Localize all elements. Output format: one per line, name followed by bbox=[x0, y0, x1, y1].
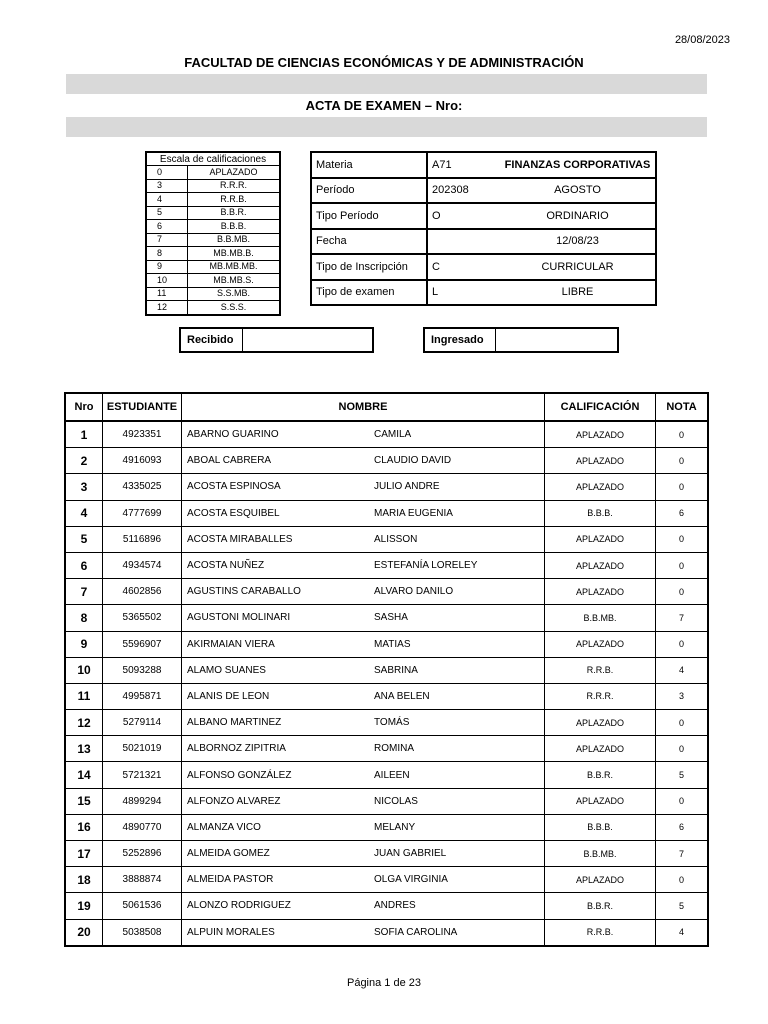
table-row bbox=[65, 788, 708, 814]
scale-label: MB.MB.S. bbox=[188, 274, 281, 288]
student-id: 4899294 bbox=[103, 788, 182, 814]
info-value: FINANZAS CORPORATIVAS bbox=[500, 152, 656, 178]
scale-code: 8 bbox=[146, 247, 188, 261]
scale-label: MB.MB.MB. bbox=[188, 260, 281, 274]
student-first-name: ESTEFANÍA LORELEY bbox=[374, 560, 478, 572]
student-name-wrap bbox=[182, 848, 544, 859]
student-calificacion: B.B.MB. bbox=[545, 841, 656, 867]
students-table bbox=[64, 392, 709, 947]
row-number: 8 bbox=[65, 605, 103, 631]
student-nota: 0 bbox=[656, 710, 709, 736]
scale-row bbox=[146, 287, 280, 301]
student-name bbox=[182, 736, 545, 762]
student-first-name: ANA BELEN bbox=[374, 690, 430, 702]
student-last-name: ALBANO MARTINEZ bbox=[187, 717, 282, 729]
table-row bbox=[65, 762, 708, 788]
student-calificacion: APLAZADO bbox=[545, 421, 656, 448]
student-id: 5279114 bbox=[103, 710, 182, 736]
student-id: 4777699 bbox=[103, 500, 182, 526]
row-number: 3 bbox=[65, 474, 103, 500]
student-id: 4995871 bbox=[103, 683, 182, 709]
info-value: AGOSTO bbox=[500, 178, 656, 204]
row-number: 4 bbox=[65, 500, 103, 526]
scale-row bbox=[146, 166, 280, 180]
scale-row bbox=[146, 179, 280, 193]
table-header-row bbox=[65, 393, 708, 421]
table-row bbox=[65, 421, 708, 448]
table-row bbox=[65, 710, 708, 736]
student-name bbox=[182, 788, 545, 814]
student-name-wrap bbox=[182, 927, 544, 938]
table-row bbox=[65, 605, 708, 631]
student-name bbox=[182, 631, 545, 657]
info-label: Período bbox=[311, 178, 427, 204]
student-name bbox=[182, 841, 545, 867]
student-calificacion: APLAZADO bbox=[545, 631, 656, 657]
row-number: 15 bbox=[65, 788, 103, 814]
student-name bbox=[182, 552, 545, 578]
scale-label: R.R.R. bbox=[188, 179, 281, 193]
page-number: Página 1 de 23 bbox=[346, 977, 421, 989]
row-number: 11 bbox=[65, 683, 103, 709]
student-calificacion: APLAZADO bbox=[545, 788, 656, 814]
student-id: 5596907 bbox=[103, 631, 182, 657]
student-calificacion: APLAZADO bbox=[545, 867, 656, 893]
student-id: 4890770 bbox=[103, 814, 182, 840]
student-last-name: ALMEIDA GOMEZ bbox=[187, 848, 270, 860]
student-nota: 0 bbox=[656, 526, 709, 552]
info-label: Tipo Período bbox=[311, 203, 427, 229]
student-nota: 0 bbox=[656, 579, 709, 605]
table-row bbox=[65, 867, 708, 893]
student-name-wrap bbox=[182, 796, 544, 807]
student-last-name: ABARNO GUARINO bbox=[187, 429, 279, 441]
info-label: Materia bbox=[311, 152, 427, 178]
student-id: 5721321 bbox=[103, 762, 182, 788]
student-name-wrap bbox=[182, 508, 544, 519]
student-last-name: ABOAL CABRERA bbox=[187, 455, 272, 467]
student-id: 5116896 bbox=[103, 526, 182, 552]
student-name-wrap bbox=[182, 455, 544, 466]
scale-code: 4 bbox=[146, 193, 188, 207]
info-row bbox=[311, 203, 656, 229]
scale-row bbox=[146, 193, 280, 207]
info-row bbox=[311, 254, 656, 280]
header-nombre: NOMBRE bbox=[182, 393, 545, 421]
student-last-name: ALPUIN MORALES bbox=[187, 926, 275, 938]
student-name bbox=[182, 657, 545, 683]
table-row bbox=[65, 552, 708, 578]
header-estudiante: ESTUDIANTE bbox=[103, 393, 182, 421]
student-name bbox=[182, 893, 545, 919]
table-row bbox=[65, 841, 708, 867]
student-nota: 0 bbox=[656, 421, 709, 448]
scale-row bbox=[146, 247, 280, 261]
table-row bbox=[65, 526, 708, 552]
student-id: 4934574 bbox=[103, 552, 182, 578]
student-name bbox=[182, 710, 545, 736]
row-number: 18 bbox=[65, 867, 103, 893]
scale-code: 6 bbox=[146, 220, 188, 234]
student-calificacion: B.B.MB. bbox=[545, 605, 656, 631]
table-row bbox=[65, 919, 708, 946]
student-first-name: SOFIA CAROLINA bbox=[374, 926, 458, 938]
student-id: 5252896 bbox=[103, 841, 182, 867]
student-first-name: AILEEN bbox=[374, 769, 410, 781]
student-last-name: ALFONSO GONZÁLEZ bbox=[187, 769, 292, 781]
student-last-name: ALBORNOZ ZIPITRIA bbox=[187, 743, 286, 755]
student-last-name: ACOSTA ESQUIBEL bbox=[187, 507, 280, 519]
student-nota: 0 bbox=[656, 867, 709, 893]
scale-row bbox=[146, 206, 280, 220]
table-row bbox=[65, 579, 708, 605]
student-name-wrap bbox=[182, 665, 544, 676]
student-first-name: SABRINA bbox=[374, 664, 418, 676]
info-value: CURRICULAR bbox=[500, 254, 656, 280]
student-nota: 7 bbox=[656, 605, 709, 631]
student-nota: 0 bbox=[656, 788, 709, 814]
student-name-wrap bbox=[182, 717, 544, 728]
table-row bbox=[65, 683, 708, 709]
student-name bbox=[182, 762, 545, 788]
grading-scale-table bbox=[145, 151, 281, 316]
info-code bbox=[427, 229, 500, 255]
student-calificacion: APLAZADO bbox=[545, 710, 656, 736]
table-row bbox=[65, 474, 708, 500]
student-name-wrap bbox=[182, 639, 544, 650]
student-id: 5061536 bbox=[103, 893, 182, 919]
header-nota: NOTA bbox=[656, 393, 709, 421]
student-nota: 0 bbox=[656, 448, 709, 474]
student-id: 4916093 bbox=[103, 448, 182, 474]
info-value: 12/08/23 bbox=[500, 229, 656, 255]
row-number: 6 bbox=[65, 552, 103, 578]
row-number: 12 bbox=[65, 710, 103, 736]
table-row bbox=[65, 657, 708, 683]
student-calificacion: B.B.R. bbox=[545, 893, 656, 919]
scale-label: B.B.MB. bbox=[188, 233, 281, 247]
info-code: C bbox=[427, 254, 500, 280]
student-calificacion: B.B.B. bbox=[545, 500, 656, 526]
scale-row bbox=[146, 301, 280, 315]
table-row bbox=[65, 814, 708, 840]
info-label: Tipo de Inscripción bbox=[311, 254, 427, 280]
table-row bbox=[65, 500, 708, 526]
header-nro: Nro bbox=[65, 393, 103, 421]
row-number: 16 bbox=[65, 814, 103, 840]
student-first-name: TOMÁS bbox=[374, 717, 410, 729]
scale-label: R.R.B. bbox=[188, 193, 281, 207]
student-last-name: AGUSTINS CARABALLO bbox=[187, 586, 301, 598]
student-calificacion: APLAZADO bbox=[545, 448, 656, 474]
scale-code: 12 bbox=[146, 301, 188, 315]
scale-row bbox=[146, 233, 280, 247]
student-nota: 0 bbox=[656, 736, 709, 762]
student-first-name: ALVARO DANILO bbox=[374, 586, 454, 598]
student-nota: 7 bbox=[656, 841, 709, 867]
student-first-name: CLAUDIO DAVID bbox=[374, 455, 452, 467]
info-value: ORDINARIO bbox=[500, 203, 656, 229]
student-name bbox=[182, 919, 545, 946]
student-name bbox=[182, 474, 545, 500]
student-name-wrap bbox=[182, 586, 544, 597]
student-last-name: ALMEIDA PASTOR bbox=[187, 874, 274, 886]
info-code: L bbox=[427, 280, 500, 306]
student-nota: 5 bbox=[656, 893, 709, 919]
student-name bbox=[182, 421, 545, 448]
info-label: Tipo de examen bbox=[311, 280, 427, 306]
row-number: 14 bbox=[65, 762, 103, 788]
student-name-wrap bbox=[182, 900, 544, 911]
info-row bbox=[311, 152, 656, 178]
student-id: 4923351 bbox=[103, 421, 182, 448]
student-last-name: ACOSTA NUÑEZ bbox=[187, 560, 265, 572]
student-calificacion: APLAZADO bbox=[545, 552, 656, 578]
student-last-name: ALFONZO ALVAREZ bbox=[187, 795, 281, 807]
scale-row bbox=[146, 274, 280, 288]
row-number: 17 bbox=[65, 841, 103, 867]
row-number: 13 bbox=[65, 736, 103, 762]
scale-code: 5 bbox=[146, 206, 188, 220]
scale-code: 9 bbox=[146, 260, 188, 274]
scale-code: 10 bbox=[146, 274, 188, 288]
row-number: 7 bbox=[65, 579, 103, 605]
student-name-wrap bbox=[182, 822, 544, 833]
student-calificacion: B.B.B. bbox=[545, 814, 656, 840]
student-last-name: ALONZO RODRIGUEZ bbox=[187, 900, 291, 912]
info-label: Fecha bbox=[311, 229, 427, 255]
student-nota: 6 bbox=[656, 814, 709, 840]
ingresado-label: Ingresado bbox=[425, 329, 496, 351]
student-first-name: ALISSON bbox=[374, 533, 418, 545]
scale-code: 3 bbox=[146, 179, 188, 193]
student-id: 4602856 bbox=[103, 579, 182, 605]
student-name-wrap bbox=[182, 770, 544, 781]
scale-label: S.S.S. bbox=[188, 301, 281, 315]
row-number: 5 bbox=[65, 526, 103, 552]
table-row bbox=[65, 631, 708, 657]
row-number: 1 bbox=[65, 421, 103, 448]
student-name-wrap bbox=[182, 743, 544, 754]
student-name bbox=[182, 526, 545, 552]
student-name bbox=[182, 605, 545, 631]
student-nota: 0 bbox=[656, 631, 709, 657]
student-first-name: JUAN GABRIEL bbox=[374, 848, 447, 860]
student-id: 5038508 bbox=[103, 919, 182, 946]
student-first-name: OLGA VIRGINIA bbox=[374, 874, 448, 886]
scale-code: 0 bbox=[146, 166, 188, 180]
student-first-name: CAMILA bbox=[374, 429, 412, 441]
scale-code: 7 bbox=[146, 233, 188, 247]
row-number: 2 bbox=[65, 448, 103, 474]
student-name bbox=[182, 500, 545, 526]
student-calificacion: R.R.R. bbox=[545, 683, 656, 709]
row-number: 19 bbox=[65, 893, 103, 919]
student-first-name: ROMINA bbox=[374, 743, 414, 755]
scale-row bbox=[146, 260, 280, 274]
student-calificacion: B.B.R. bbox=[545, 762, 656, 788]
grey-band-bottom bbox=[66, 117, 707, 137]
scale-code: 11 bbox=[146, 287, 188, 301]
student-name bbox=[182, 579, 545, 605]
table-row bbox=[65, 448, 708, 474]
student-name bbox=[182, 814, 545, 840]
student-calificacion: APLAZADO bbox=[545, 474, 656, 500]
student-last-name: AKIRMAIAN VIERA bbox=[187, 638, 275, 650]
header-calificacion: CALIFICACIÓN bbox=[545, 393, 656, 421]
student-first-name: NICOLAS bbox=[374, 795, 418, 807]
student-id: 4335025 bbox=[103, 474, 182, 500]
student-nota: 0 bbox=[656, 552, 709, 578]
student-last-name: ACOSTA ESPINOSA bbox=[187, 481, 281, 493]
grading-scale-title: Escala de calificaciones bbox=[146, 152, 280, 166]
info-code: O bbox=[427, 203, 500, 229]
info-row bbox=[311, 229, 656, 255]
student-calificacion: APLAZADO bbox=[545, 526, 656, 552]
student-first-name: MELANY bbox=[374, 821, 416, 833]
recibido-box bbox=[179, 327, 374, 353]
student-nota: 3 bbox=[656, 683, 709, 709]
exam-info-table bbox=[310, 151, 657, 306]
scale-label: APLAZADO bbox=[188, 166, 281, 180]
info-value: LIBRE bbox=[500, 280, 656, 306]
student-nota: 6 bbox=[656, 500, 709, 526]
student-last-name: AGUSTONI MOLINARI bbox=[187, 612, 291, 624]
student-calificacion: APLAZADO bbox=[545, 736, 656, 762]
student-name-wrap bbox=[182, 612, 544, 623]
student-calificacion: APLAZADO bbox=[545, 579, 656, 605]
scale-label: MB.MB.B. bbox=[188, 247, 281, 261]
scale-label: B.B.B. bbox=[188, 220, 281, 234]
row-number: 9 bbox=[65, 631, 103, 657]
student-nota: 5 bbox=[656, 762, 709, 788]
info-code: 202308 bbox=[427, 178, 500, 204]
student-first-name: MARIA EUGENIA bbox=[374, 507, 453, 519]
student-nota: 4 bbox=[656, 919, 709, 946]
student-name-wrap bbox=[182, 429, 544, 440]
student-name bbox=[182, 448, 545, 474]
info-row bbox=[311, 178, 656, 204]
student-name-wrap bbox=[182, 691, 544, 702]
scale-row bbox=[146, 220, 280, 234]
student-last-name: ALAMO SUANES bbox=[187, 664, 266, 676]
student-id: 5093288 bbox=[103, 657, 182, 683]
student-calificacion: R.R.B. bbox=[545, 919, 656, 946]
student-id: 3888874 bbox=[103, 867, 182, 893]
student-nota: 4 bbox=[656, 657, 709, 683]
acta-title: ACTA DE EXAMEN – Nro: bbox=[305, 98, 463, 113]
student-nota: 0 bbox=[656, 474, 709, 500]
scale-label: S.S.MB. bbox=[188, 287, 281, 301]
ingresado-box bbox=[423, 327, 619, 353]
student-name-wrap bbox=[182, 560, 544, 571]
grey-band-top bbox=[66, 74, 707, 94]
student-name-wrap bbox=[182, 534, 544, 545]
student-name bbox=[182, 867, 545, 893]
info-row bbox=[311, 280, 656, 306]
student-first-name: JULIO ANDRE bbox=[374, 481, 440, 493]
student-last-name: ACOSTA MIRABALLES bbox=[187, 533, 293, 545]
student-first-name: MATIAS bbox=[374, 638, 411, 650]
scale-label: B.B.R. bbox=[188, 206, 281, 220]
row-number: 10 bbox=[65, 657, 103, 683]
faculty-title: FACULTAD DE CIENCIAS ECONÓMICAS Y DE ADMINISTRACIÓN bbox=[184, 55, 584, 70]
student-first-name: ANDRES bbox=[374, 900, 416, 912]
table-row bbox=[65, 736, 708, 762]
student-last-name: ALANIS DE LEON bbox=[187, 690, 270, 702]
table-row bbox=[65, 893, 708, 919]
student-name-wrap bbox=[182, 874, 544, 885]
student-name-wrap bbox=[182, 481, 544, 492]
info-code: A71 bbox=[427, 152, 500, 178]
print-date: 28/08/2023 bbox=[674, 34, 730, 46]
student-id: 5021019 bbox=[103, 736, 182, 762]
row-number: 20 bbox=[65, 919, 103, 946]
student-last-name: ALMANZA VICO bbox=[187, 821, 261, 833]
student-id: 5365502 bbox=[103, 605, 182, 631]
student-first-name: SASHA bbox=[374, 612, 408, 624]
student-calificacion: R.R.B. bbox=[545, 657, 656, 683]
student-name bbox=[182, 683, 545, 709]
recibido-label: Recibido bbox=[181, 329, 243, 351]
